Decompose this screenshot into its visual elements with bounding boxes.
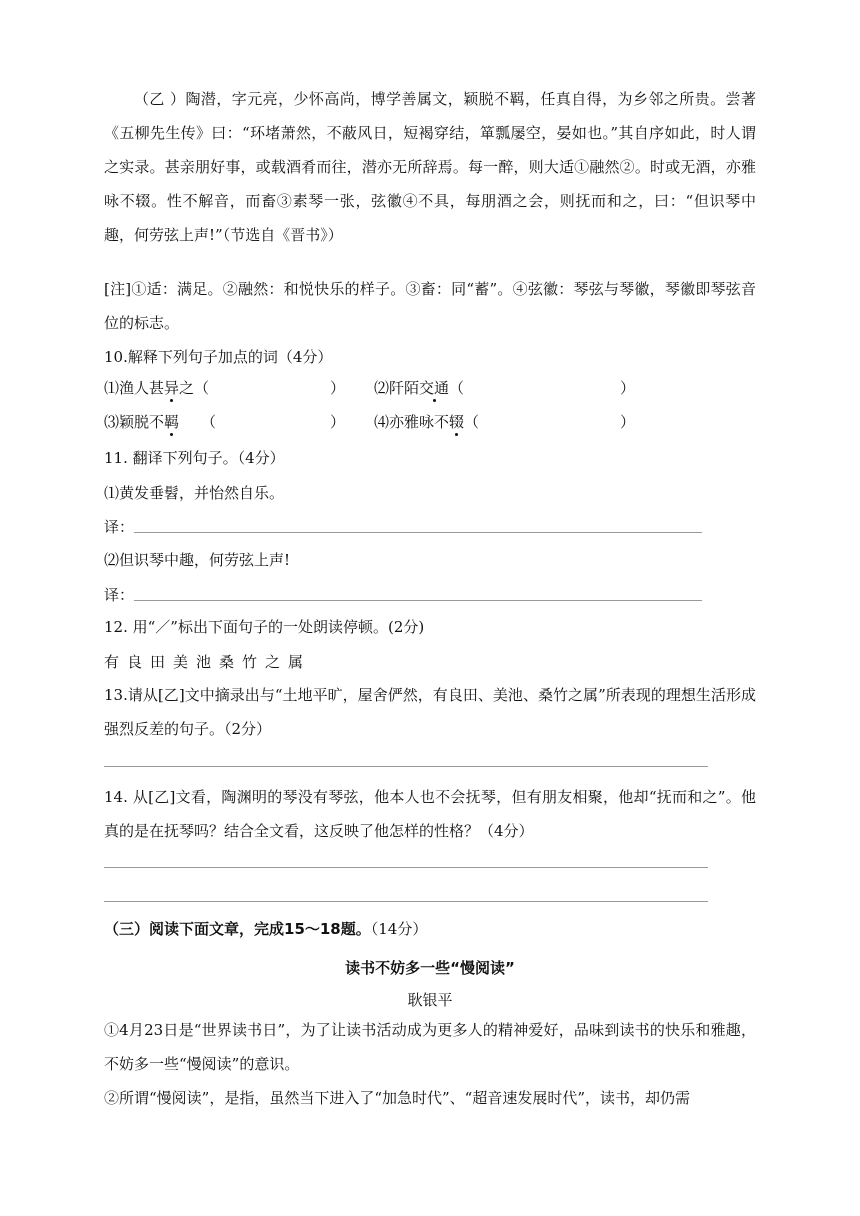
q11-title: 11. 翻译下列句子。（4分） [104, 449, 285, 467]
yi-passage: （乙 ）陶潜，字元亮，少怀高尚，博学善属文，颖脱不羁，任真自得，为乡邻之所贵。尝著《五柳先生传》曰：“环堵萧然，不蔽风日，短褐穿结，箪瓢屡空，晏如也。”其自序如此，时人谓之实录。甚亲朋好事，或载酒肴而往，潜亦无所辞焉。每一醉，则大适①融然②。时或无酒，亦雅咏不辍。性不解音，而畜③素琴一张，弦徽④不具，每朋酒之会，则抚而和之，曰：“但识琴中趣，何劳弦上声!”（节选自《晋书》） [104, 90, 756, 244]
q10-item-3: ⑶颖脱不羁 （ [104, 413, 217, 431]
q14-text: 14. 从[乙]文看，陶渊明的琴没有琴弦，他本人也不会抚琴，但有朋友相聚，他却“抚而和之”。他真的是在抚琴吗？结合全文看，这反映了他怎样的性格？（4分） [104, 788, 756, 840]
q10-item-1-close: ） [330, 379, 346, 397]
article-paragraph-1: ①4月23日是“世界读书日”，为了让读书活动成为更多人的精神爱好，品味到读书的快乐和雅趣，不妨多一些“慢阅读”的意识。 [104, 1021, 756, 1073]
q10-item-2-close: ） [620, 379, 636, 397]
q10-title: 10.解释下列句子加点的词（4分） [104, 348, 333, 366]
q10-item-4: ⑷亦雅咏不辍（ [374, 413, 480, 431]
q10-item-1: ⑴渔人甚异之（ [104, 379, 210, 397]
passage-note: [注]①适：满足。②融然：和悦快乐的样子。③畜：同“蓄”。④弦徽：琴弦与琴徽，琴徽即琴弦音位的标志。 [104, 280, 756, 332]
q10-item-4-close: ） [620, 413, 636, 431]
dotted-word: 羁 [164, 413, 180, 431]
q11-answer-line-1[interactable] [134, 532, 702, 533]
q11-sentence-1: ⑴黄发垂髫，并怡然自乐。 [104, 484, 285, 502]
section3-heading: （三）阅读下面文章，完成15～18题。（14分） [104, 920, 428, 938]
article-paragraph-2: ②所谓“慢阅读”，是指，虽然当下进入了“加急时代”、“超音速发展时代”，读书，却仍需 [104, 1089, 691, 1107]
q10-item-2: ⑵阡陌交通（ [374, 379, 465, 397]
q14-answer-line-2[interactable] [104, 901, 708, 902]
q12-sentence: 有良田美池桑竹之属 [104, 653, 312, 671]
q11-answer-line-2[interactable] [134, 600, 702, 601]
q13-answer-line[interactable] [104, 766, 708, 767]
dotted-word: 异 [164, 379, 180, 397]
dotted-word: 交通 [419, 379, 450, 397]
q14-answer-line-1[interactable] [104, 867, 708, 868]
q11-sentence-2: ⑵但识琴中趣，何劳弦上声! [104, 551, 291, 569]
article-title: 读书不妨多一些“慢阅读” [345, 959, 515, 977]
q11-answer-label-2: 译： [104, 586, 135, 604]
q11-answer-label-1: 译： [104, 518, 135, 536]
q13-text: 13.请从[乙]文中摘录出与“土地平旷，屋舍俨然，有良田、美池、桑竹之属”所表现的理想生活形成强烈反差的句子。（2分） [104, 686, 756, 738]
q10-item-3-close: ） [330, 413, 346, 431]
dotted-word: 辍 [449, 413, 465, 431]
q12-title: 12. 用“／”标出下面句子的一处朗读停顿。(2分) [104, 618, 425, 636]
article-author: 耿银平 [407, 991, 453, 1009]
